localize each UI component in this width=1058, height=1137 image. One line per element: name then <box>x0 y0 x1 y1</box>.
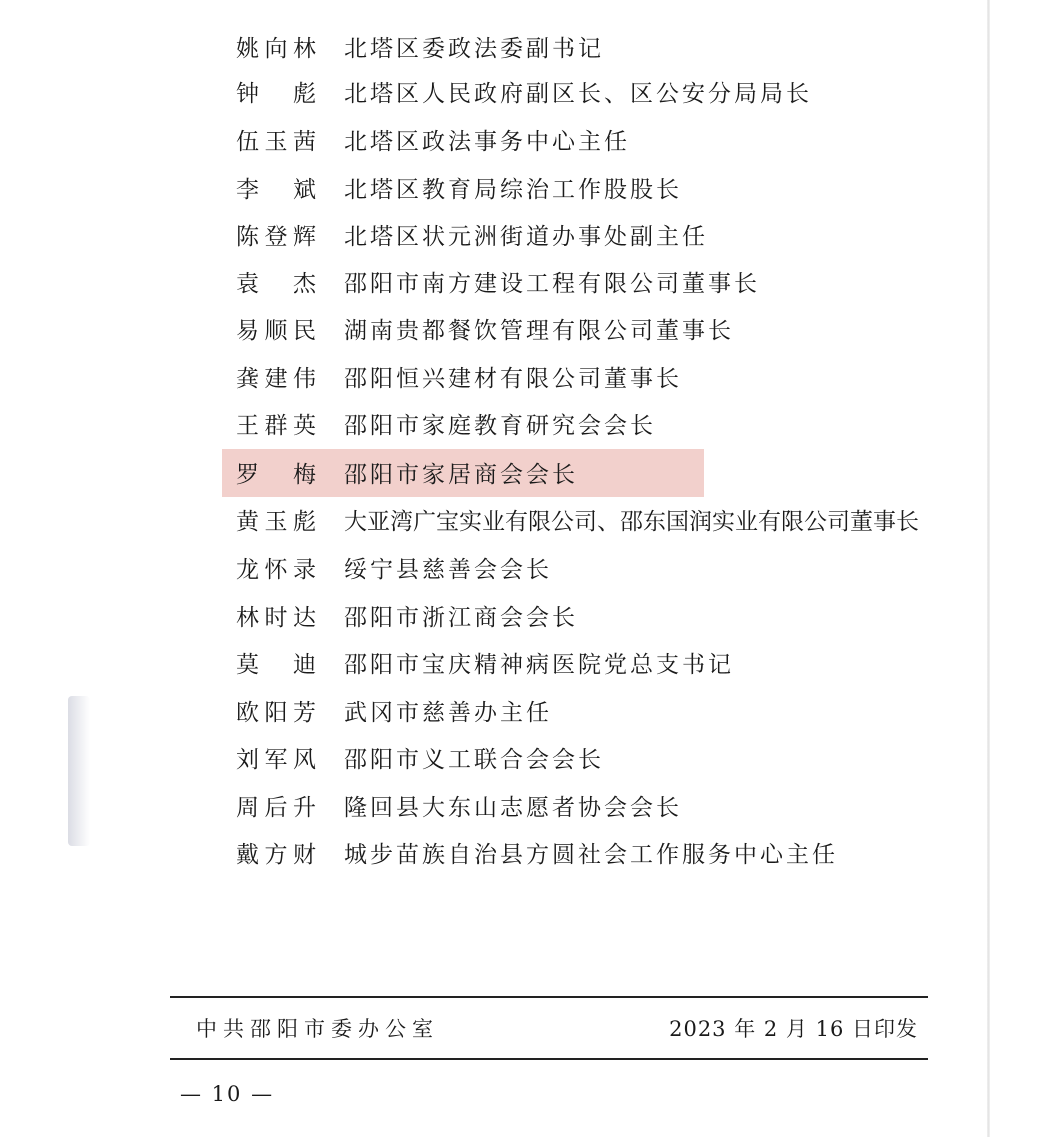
member-name: 刘 军 风 <box>236 746 316 773</box>
member-title: 邵阳恒兴建材有限公司董事长 <box>344 365 682 392</box>
member-title: 城步苗族自治县方圆社会工作服务中心主任 <box>344 841 838 868</box>
list-item <box>236 403 656 443</box>
issue-date: 2023 年 2 月 16 日印发 <box>669 1017 918 1041</box>
member-name: 罗 梅 <box>236 461 316 488</box>
list-item <box>236 642 734 682</box>
list-item <box>236 167 682 207</box>
member-title: 北塔区政法事务中心主任 <box>344 128 630 155</box>
member-title: 邵阳市义工联合会会长 <box>344 746 604 773</box>
list-item-highlighted <box>236 452 578 492</box>
member-title: 武冈市慈善办主任 <box>344 699 552 726</box>
member-title: 北塔区教育局综治工作股股长 <box>344 176 682 203</box>
list-item <box>236 119 630 159</box>
member-name: 戴 方 财 <box>236 841 316 868</box>
member-name: 龚 建 伟 <box>236 365 316 392</box>
list-item <box>236 214 708 254</box>
list-item <box>236 690 552 730</box>
member-name: 林 时 达 <box>236 604 316 631</box>
member-name: 周 后 升 <box>236 794 316 821</box>
member-title: 湖南贵都餐饮管理有限公司董事长 <box>344 317 734 344</box>
list-item <box>236 499 919 539</box>
member-name: 黄 玉 彪 <box>236 508 316 535</box>
list-item <box>236 547 552 587</box>
list-item <box>236 71 812 111</box>
member-name: 李 斌 <box>236 176 316 203</box>
member-title: 邵阳市宝庆精神病医院党总支书记 <box>344 651 734 678</box>
member-title: 北塔区委政法委副书记 <box>344 35 604 62</box>
member-name: 姚 向 林 <box>236 35 316 62</box>
member-title: 邵阳市家居商会会长 <box>344 461 578 488</box>
member-name: 伍 玉 茜 <box>236 128 316 155</box>
list-item <box>236 832 838 872</box>
member-name: 王 群 英 <box>236 412 316 439</box>
issuing-office: 中共邵阳市委办公室 <box>196 1017 439 1041</box>
list-item <box>236 26 604 66</box>
member-name: 钟 彪 <box>236 80 316 107</box>
member-name: 陈 登 辉 <box>236 223 316 250</box>
member-title: 隆回县大东山志愿者协会会长 <box>344 794 682 821</box>
list-item <box>236 261 760 301</box>
member-title: 北塔区状元洲街道办事处副主任 <box>344 223 708 250</box>
list-item <box>236 785 682 825</box>
footer-rule-top <box>170 996 928 998</box>
list-item <box>236 595 578 635</box>
list-item <box>236 356 682 396</box>
page-number: — 10 — <box>180 1082 275 1106</box>
member-name: 莫 迪 <box>236 651 316 678</box>
member-title: 绥宁县慈善会会长 <box>344 556 552 583</box>
page-edge <box>987 0 990 1137</box>
member-name: 欧 阳 芳 <box>236 699 316 726</box>
member-title: 邵阳市浙江商会会长 <box>344 604 578 631</box>
member-title: 北塔区人民政府副区长、区公安分局局长 <box>344 80 812 107</box>
member-title: 大亚湾广宝实业有限公司、邵东国润实业有限公司董事长 <box>344 508 919 535</box>
list-item <box>236 308 734 348</box>
member-name: 易 顺 民 <box>236 317 316 344</box>
member-title: 邵阳市南方建设工程有限公司董事长 <box>344 270 760 297</box>
member-name: 袁 杰 <box>236 270 316 297</box>
member-name: 龙 怀 录 <box>236 556 316 583</box>
member-title: 邵阳市家庭教育研究会会长 <box>344 412 656 439</box>
list-item <box>236 737 604 777</box>
footer-rule-bottom <box>170 1058 928 1060</box>
scan-artifact <box>68 696 90 846</box>
